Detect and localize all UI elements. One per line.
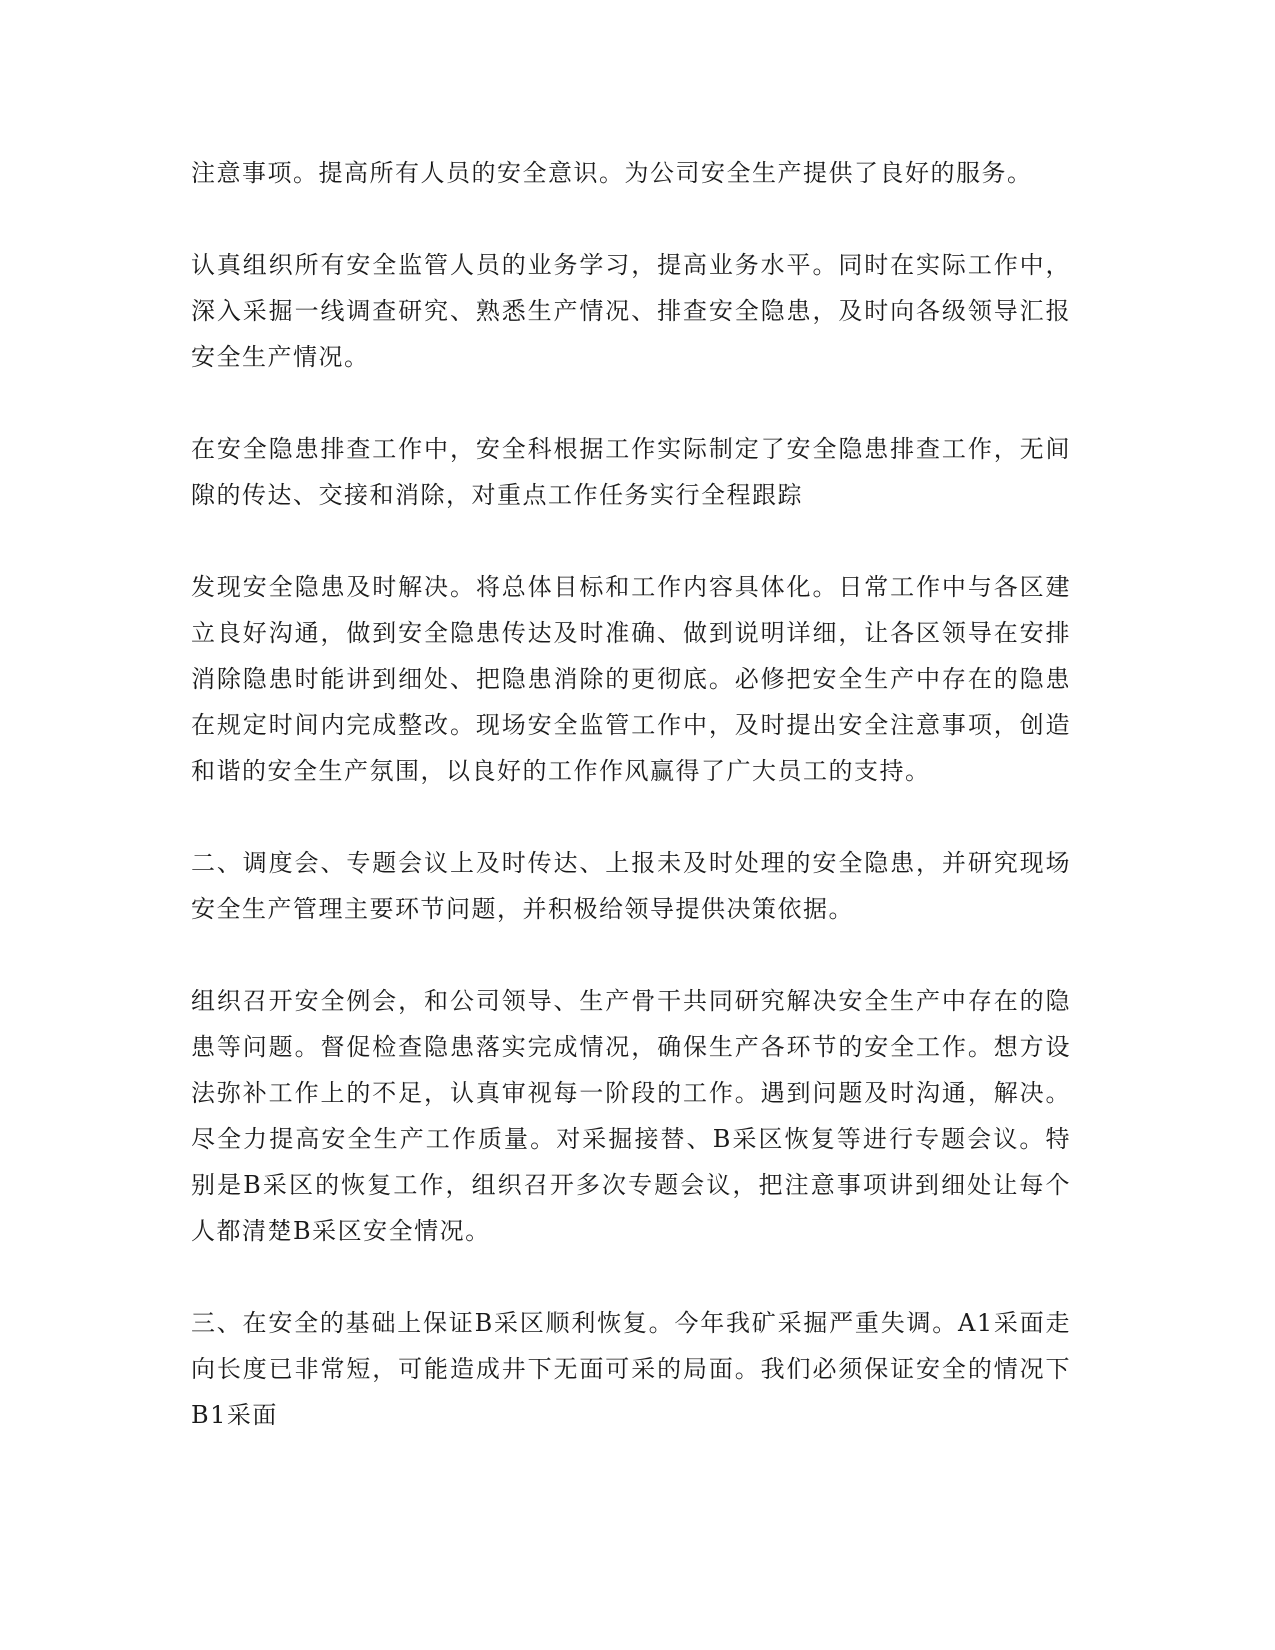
paragraph-7-section-three: 三、在安全的基础上保证B采区顺利恢复。今年我矿采掘严重失调。A1采面走向长度已非常短，可能造成井下无面可采的局面。我们必须保证安全的情况下B1采面 <box>191 1309 1071 1429</box>
paragraph-4: 发现安全隐患及时解决。将总体目标和工作内容具体化。日常工作中与各区建立良好沟通，做到安全隐患传达及时准确、做到说明详细，让各区领导在安排消除隐患时能讲到细处、把隐患消除的更彻底。必修把安全生产中存在的隐患在规定时间内完成整改。现场安全监管工作中，及时提出安全注意事项，创造和谐的安全生产氛围，以良好的工作作风赢得了广大员工的支持。 <box>191 573 1071 785</box>
paragraph-6: 组织召开安全例会，和公司领导、生产骨干共同研究解决安全生产中存在的隐患等问题。督促检查隐患落实完成情况，确保生产各环节的安全工作。想方设法弥补工作上的不足，认真审视每一阶段的工作。遇到问题及时沟通，解决。尽全力提高安全生产工作质量。对采掘接替、B采区恢复等进行专题会议。特别是B采区的恢复工作，组织召开多次专题会议，把注意事项讲到细处让每个人都清楚B采区安全情况。 <box>191 987 1071 1245</box>
paragraph-5-section-two: 二、调度会、专题会议上及时传达、上报未及时处理的安全隐患，并研究现场安全生产管理主要环节问题，并积极给领导提供决策依据。 <box>191 849 1071 923</box>
document-body <box>191 150 1071 1484</box>
paragraph-3: 在安全隐患排查工作中，安全科根据工作实际制定了安全隐患排查工作，无间隙的传达、交接和消除，对重点工作任务实行全程跟踪 <box>191 435 1071 509</box>
paragraph-1: 注意事项。提高所有人员的安全意识。为公司安全生产提供了良好的服务。 <box>191 159 1033 187</box>
paragraph-2: 认真组织所有安全监管人员的业务学习，提高业务水平。同时在实际工作中，深入采掘一线调查研究、熟悉生产情况、排查安全隐患，及时向各级领导汇报安全生产情况。 <box>191 251 1071 371</box>
